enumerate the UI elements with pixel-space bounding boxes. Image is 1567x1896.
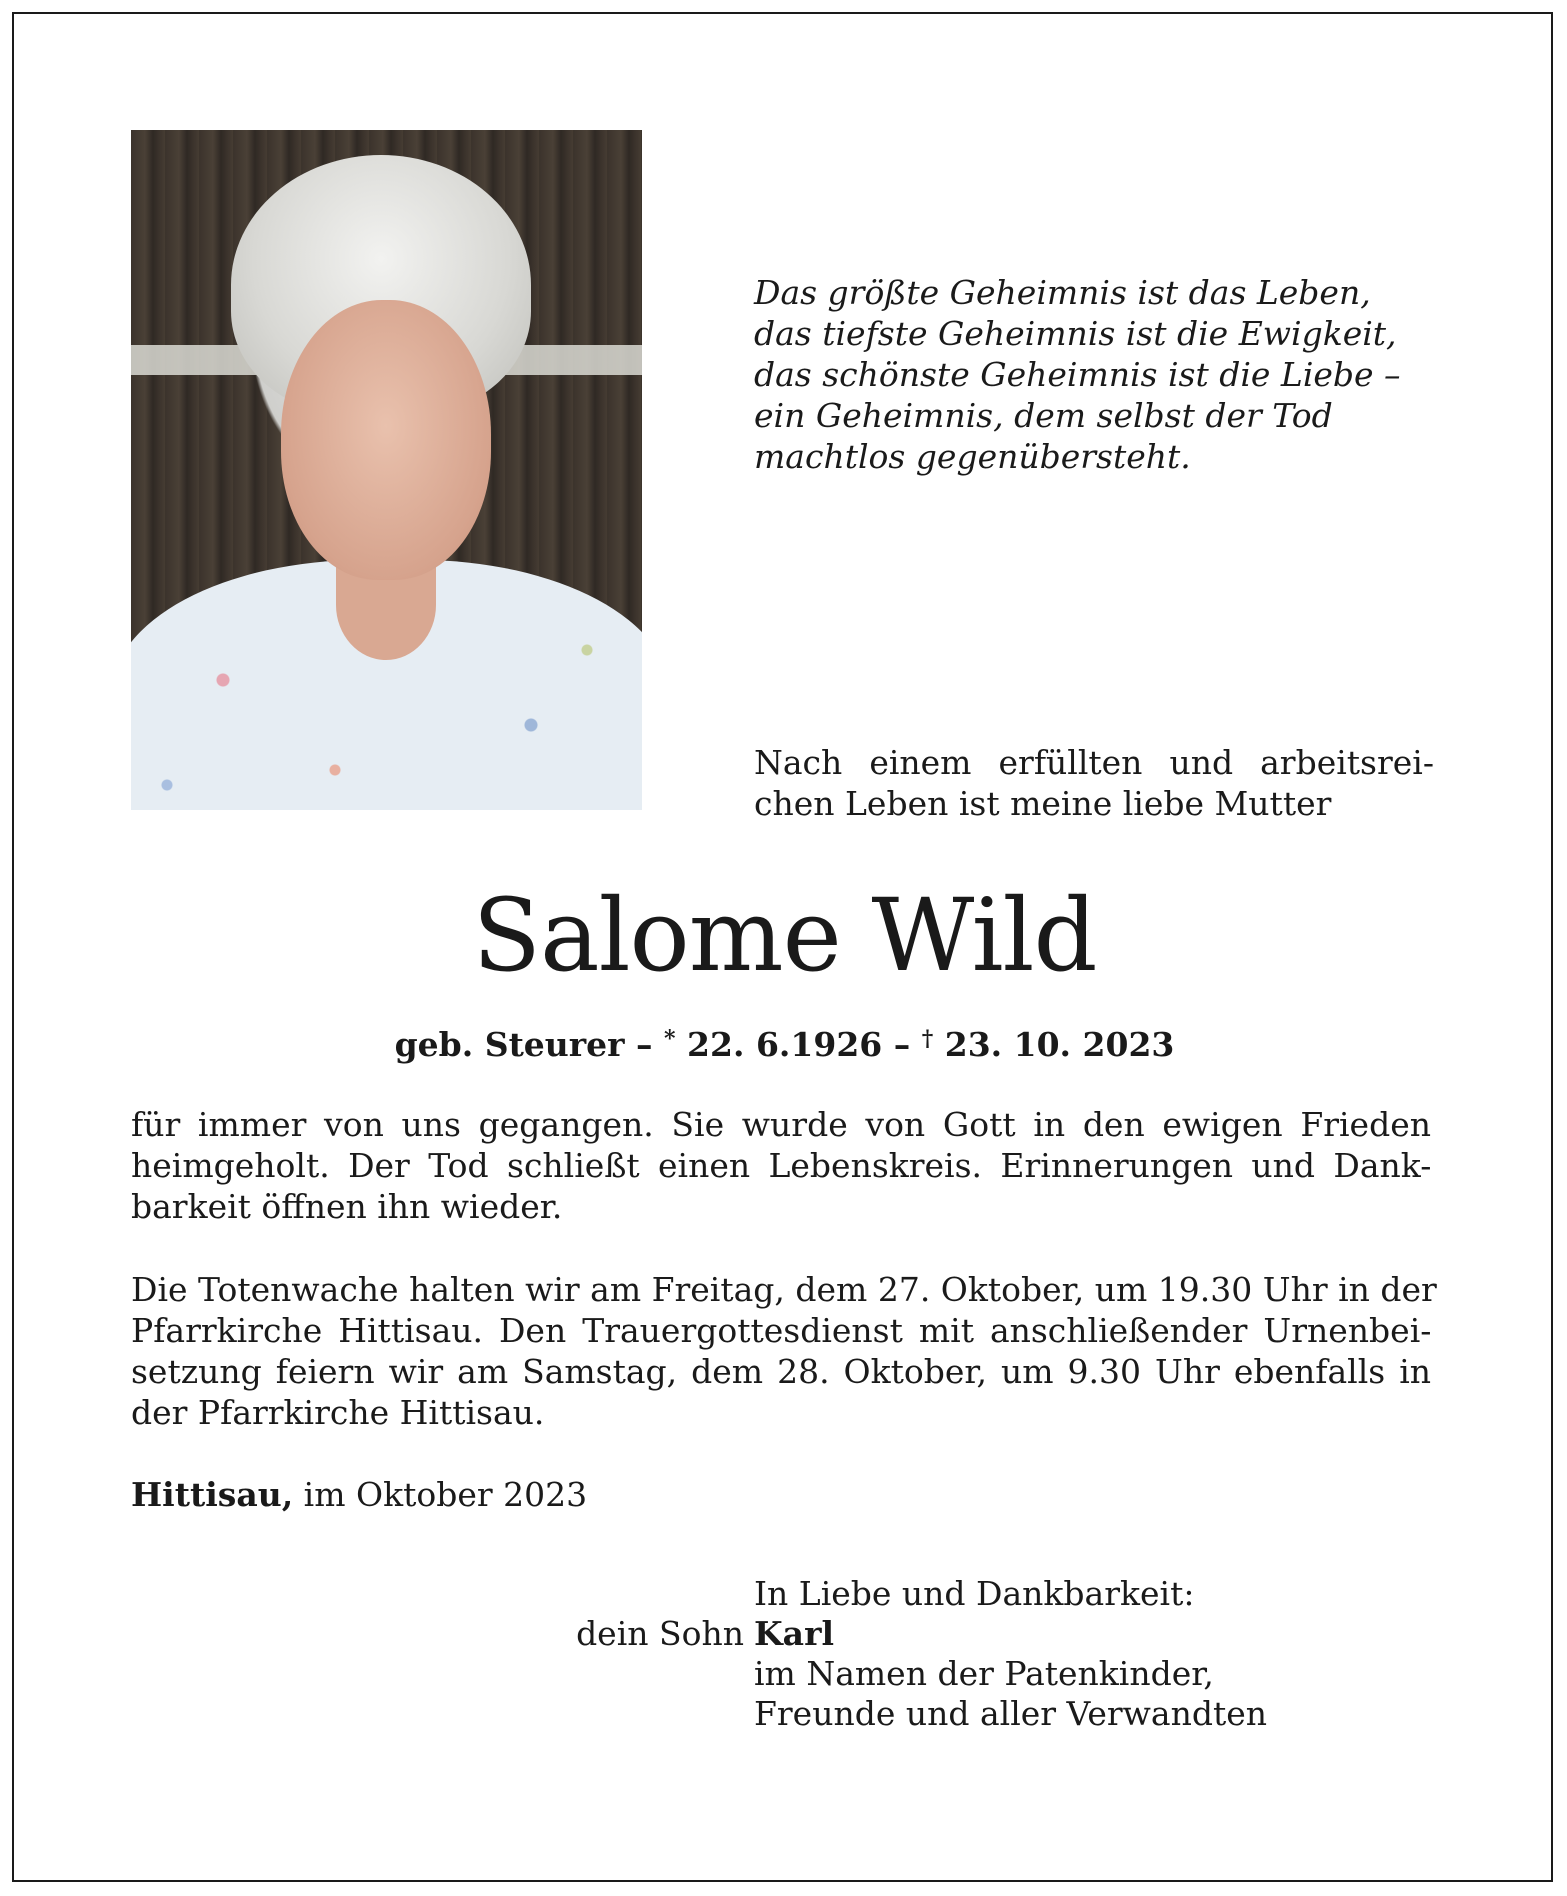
- quote-line: das tiefste Geheimnis ist die Ewigkeit,: [754, 314, 1397, 353]
- photo-face: [281, 300, 491, 580]
- signature-heading: In Liebe und Dankbarkeit:: [754, 1574, 1195, 1613]
- signature-block: [754, 1574, 1267, 1734]
- birth-death-dates: [14, 1018, 1555, 1066]
- place-and-date: [131, 1474, 587, 1515]
- date-separator: –: [624, 1025, 665, 1064]
- maiden-name: geb. Steurer: [394, 1025, 625, 1064]
- place-date: im Oktober 2023: [293, 1475, 588, 1514]
- signature-name: Karl: [754, 1614, 834, 1653]
- paragraph-line: Pfarrkirche Hittisau. Den Trauergottesdienst mit anschließender Urnenbei-: [131, 1311, 1432, 1350]
- quote-line: Das größte Geheimnis ist das Leben,: [754, 273, 1371, 312]
- paragraph-line: für immer von uns gegangen. Sie wurde von Gott in den ewigen Frieden: [131, 1105, 1431, 1144]
- memorial-quote: [754, 272, 1494, 477]
- date-separator: –: [882, 1025, 922, 1064]
- intro-line: chen Leben ist meine liebe Mutter: [754, 784, 1332, 823]
- death-date: 23. 10. 2023: [933, 1025, 1175, 1064]
- paragraph-line: heimgeholt. Der Tod schließt einen Lebenskreis. Erinnerungen und Dank-: [131, 1146, 1432, 1185]
- intro-text: [754, 742, 1434, 824]
- paragraph-line: Die Totenwache halten wir am Freitag, dem 27. Oktober, um 19.30 Uhr in der: [131, 1270, 1437, 1309]
- quote-line: machtlos gegenübersteht.: [754, 437, 1191, 476]
- portrait-photo: [131, 130, 642, 810]
- signature-prefix: dein Sohn: [576, 1614, 744, 1653]
- quote-line: ein Geheimnis, dem selbst der Tod: [754, 396, 1333, 435]
- paragraph-line: setzung feiern wir am Samstag, dem 28. Oktober, um 9.30 Uhr ebenfalls in: [131, 1352, 1432, 1391]
- signature-line: Freunde und aller Verwandten: [754, 1694, 1267, 1733]
- obituary-notice: [12, 12, 1553, 1882]
- paragraph-line: barkeit öffnen ihn wieder.: [131, 1187, 563, 1226]
- paragraph-passing: [131, 1104, 1431, 1227]
- death-mark: †: [921, 1026, 934, 1052]
- paragraph-line: der Pfarrkirche Hittisau.: [131, 1393, 545, 1432]
- deceased-name: Salome Wild: [472, 877, 1097, 994]
- birth-mark: *: [664, 1026, 676, 1052]
- place-town: Hittisau,: [131, 1475, 294, 1514]
- paragraph-services: [131, 1269, 1437, 1433]
- intro-line: Nach einem erfüllten und arbeitsrei-: [754, 743, 1434, 782]
- signature-line: im Namen der Patenkinder,: [754, 1654, 1214, 1693]
- birth-date: 22. 6.1926: [675, 1025, 883, 1064]
- quote-line: das schönste Geheimnis ist die Liebe –: [754, 355, 1401, 394]
